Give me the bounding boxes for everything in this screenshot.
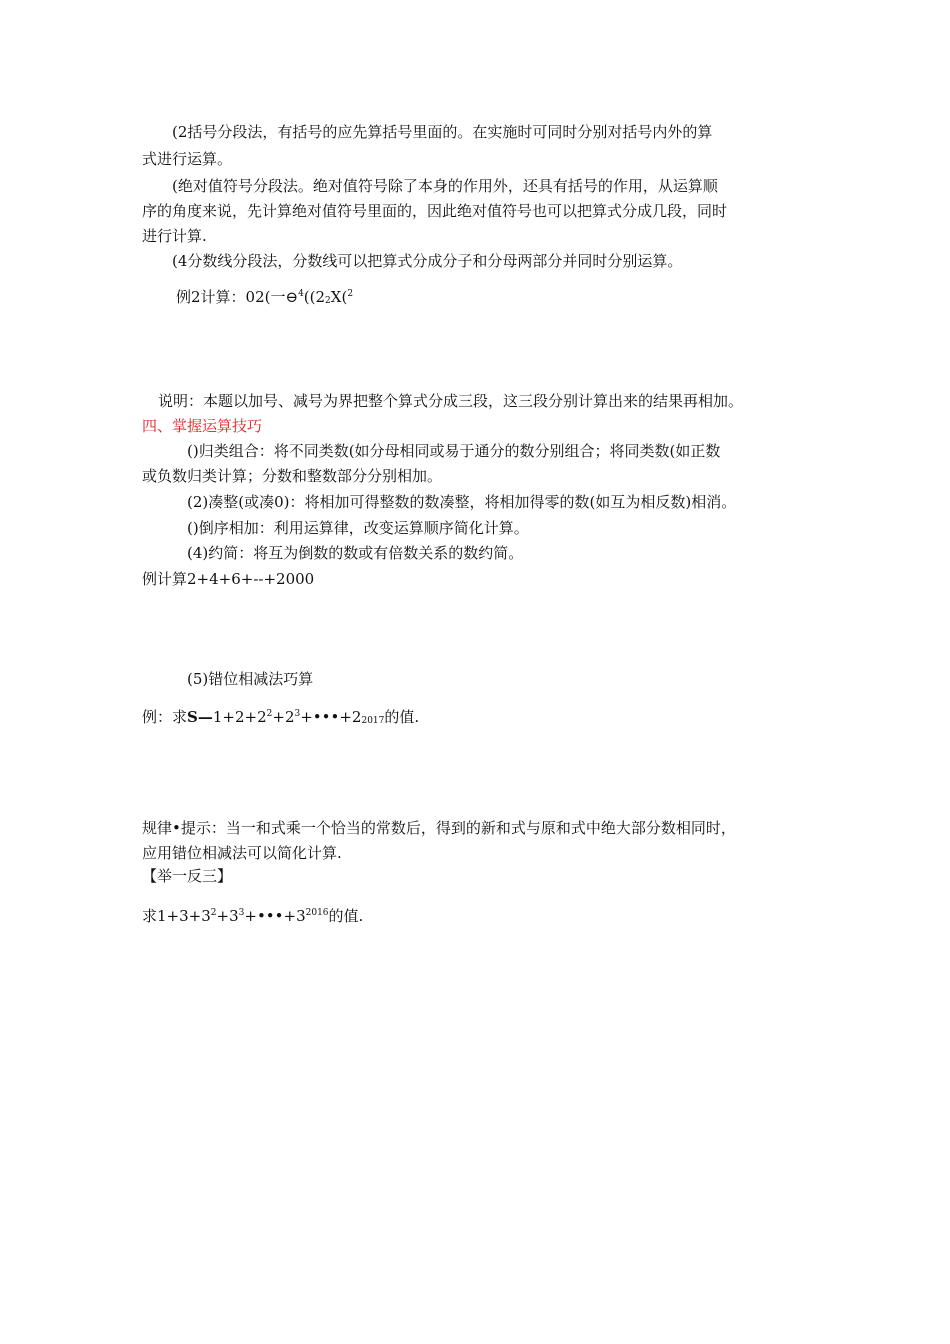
example-2-prefix: 例2计算：0 [176, 288, 256, 306]
tip-grouping-line1: ()归类组合：将不同类数(如分母相同或易于通分的数分别组合；将同类数(如正数 [187, 442, 721, 460]
exercise-prefix: 求 [142, 907, 158, 925]
example-4-sub: 2017 [361, 716, 385, 726]
example-2-tail: ((2 [303, 288, 326, 306]
example-3: 例计算2+4+6+--+2000 [142, 570, 315, 588]
rule-hint-line1: 规律•提示：当一和式乘一个恰当的常数后，得到的新和式与原和式中绝大部分数相同时， [142, 819, 736, 837]
example-4 [142, 707, 419, 727]
exercise-a: 1+3+3 [157, 907, 211, 925]
exercise-suffix: 的值. [328, 907, 364, 925]
paragraph-fraction-method: (4分数线分段法，分数线可以把算式分成分子和分母两部分并同时分别运算。 [172, 252, 683, 270]
paragraph-absolute-method-line3: 进行计算. [142, 227, 207, 245]
rule-hint-line2: 应用错位相减法可以简化计算. [142, 844, 342, 862]
example-2-tail2: X( [330, 288, 348, 306]
example-4-sup2: 3 [294, 709, 301, 719]
paragraph-bracket-method-line1: (2括号分段法，有括号的应先算括号里面的。在实施时可同时分别对括号内外的算 [172, 123, 713, 141]
example-2-sub: 2 [325, 296, 331, 306]
example-2-sup2: 2 [347, 289, 354, 299]
tip-reverse-order: ()倒序相加：利用运算律，改变运算顺序简化计算。 [187, 519, 529, 537]
exercise-b: +3 [216, 907, 239, 925]
exercise-sup3: 2016 [305, 908, 329, 918]
paragraph-absolute-method-line2: 序的角度来说，先计算绝对值符号里面的，因此绝对值符号也可以把算式分成几段，同时 [142, 202, 728, 220]
example-4-c: +•••+2 [300, 708, 362, 726]
example-4-a: 1+2+2 [212, 708, 267, 726]
example-4-suffix: 的值. [384, 708, 420, 726]
explanation-note: 说明：本题以加号、减号为界把整个算式分成三段，这三段分别计算出来的结果再相加。 [158, 392, 744, 410]
tip-rounding: (2)凑整(或凑0)：将相加可得整数的数凑整，将相加得零的数(如互为相反数)相消。 [187, 493, 737, 511]
paragraph-bracket-method-line2: 式进行运算。 [142, 150, 233, 168]
example-4-prefix: 例：求 [142, 708, 188, 726]
juyi-fansan-heading: 【举一反三】 [142, 867, 233, 885]
example-2-expr: 2(一⊖ [255, 288, 299, 306]
paragraph-absolute-method-line1: (绝对值符号分段法。绝对值符号除了本身的作用外，还具有括号的作用，从运算顺 [172, 177, 718, 195]
example-4-sup1: 2 [266, 709, 273, 719]
example-2-sup: 4 [298, 289, 304, 299]
tip-staggered-subtraction: (5)错位相减法巧算 [187, 670, 314, 688]
exercise-c: +•••+3 [244, 907, 306, 925]
example-4-s: S— [187, 708, 213, 726]
section-4-title: 四、掌握运算技巧 [142, 417, 263, 435]
exercise-sup2: 3 [238, 908, 245, 918]
example-2 [176, 287, 353, 307]
example-4-b: +2 [272, 708, 295, 726]
tip-simplify: (4)约简：将互为倒数的数或有倍数关系的数约简。 [187, 544, 524, 562]
exercise [142, 906, 363, 926]
tip-grouping-line2: 或负数归类计算；分数和整数部分分别相加。 [142, 467, 443, 485]
exercise-sup1: 2 [210, 908, 217, 918]
